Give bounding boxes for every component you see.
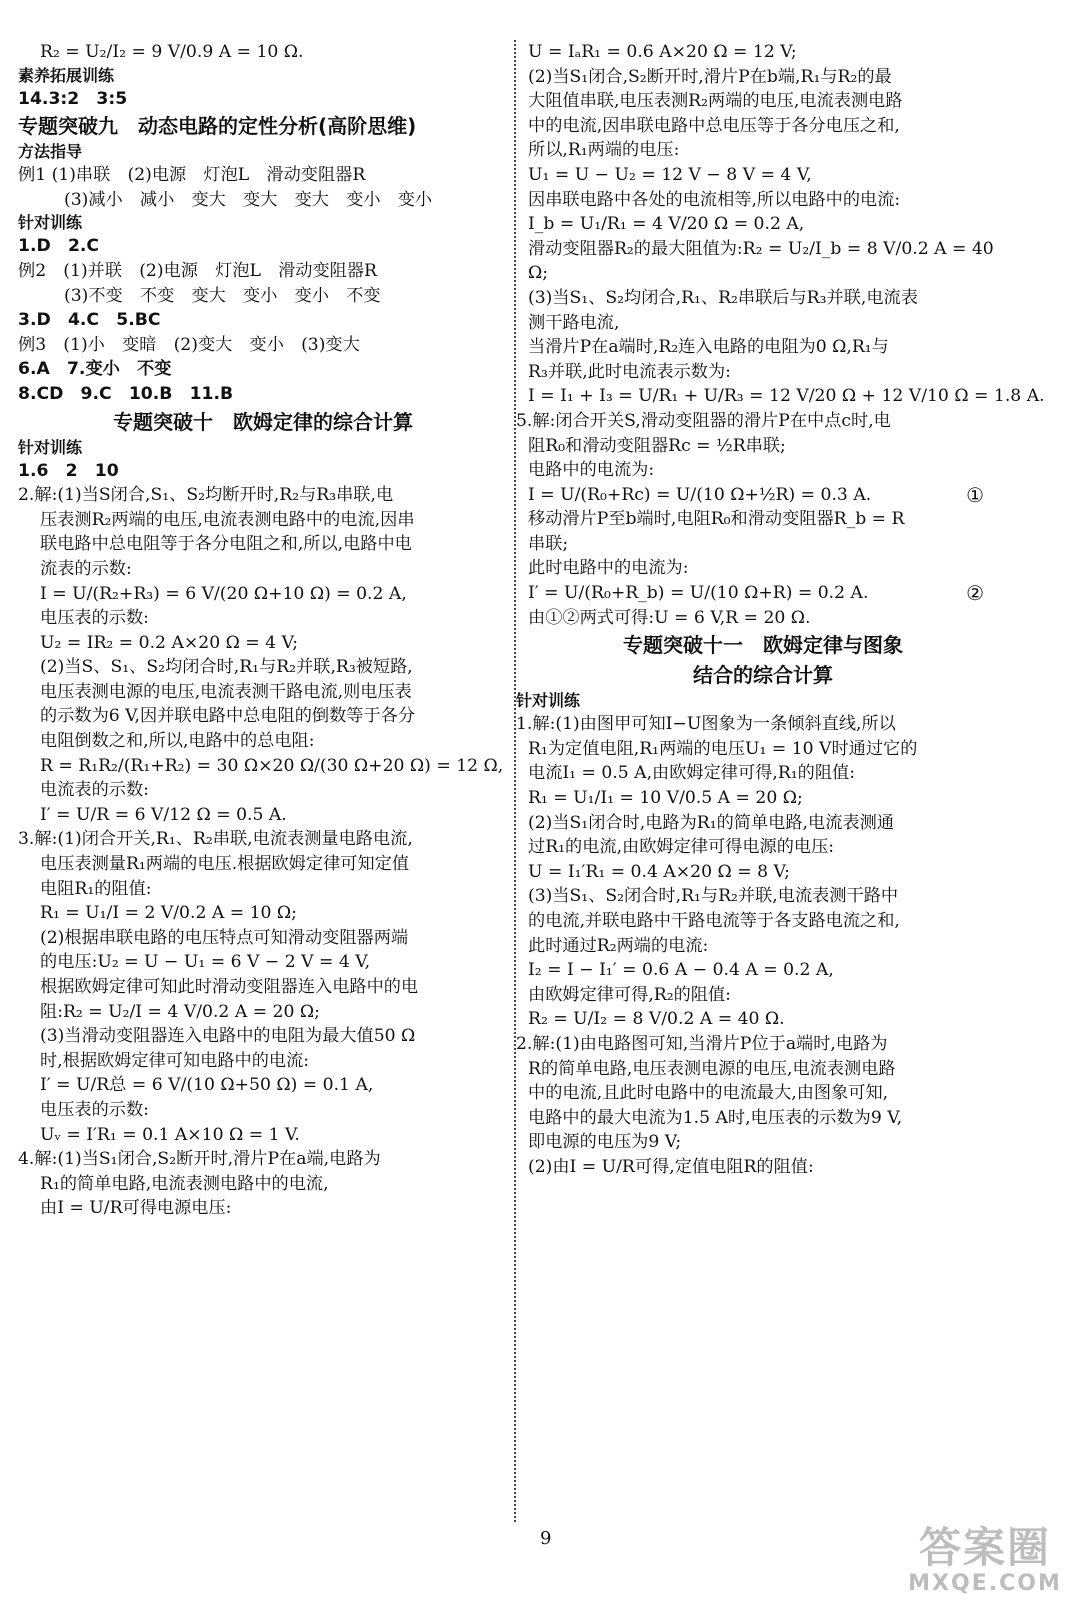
left-line bbox=[18, 680, 508, 705]
left-line bbox=[18, 284, 508, 309]
line-text: 压表测R₂两端的电压,电流表测电路中的电流,因串 bbox=[40, 509, 415, 530]
watermark-text: 答案圈 bbox=[918, 1523, 1051, 1572]
left-line bbox=[18, 234, 508, 259]
left-line bbox=[18, 163, 508, 188]
line-text: 中的电流,且此时电路中的电流最大,由图象可知, bbox=[528, 1083, 889, 1104]
right-line bbox=[516, 1032, 998, 1057]
line-text: (2)由I = U/R可得,定值电阻R的阻值: bbox=[528, 1156, 814, 1177]
line-text: 由欧姆定律可得,R₂的阻值: bbox=[528, 984, 731, 1005]
left-line bbox=[18, 87, 508, 112]
left-line bbox=[18, 357, 508, 382]
line-text: R₂ = U₂/I₂ = 9 V/0.9 A = 10 Ω. bbox=[40, 42, 304, 62]
left-line bbox=[18, 827, 508, 852]
line-text: Ω; bbox=[528, 263, 549, 284]
left-line bbox=[18, 308, 508, 333]
line-text: 3.D 4.C 5.BC bbox=[18, 310, 161, 331]
left-line bbox=[18, 459, 508, 484]
left-line bbox=[18, 1049, 508, 1074]
right-line bbox=[528, 983, 998, 1008]
right-line bbox=[528, 65, 998, 90]
line-text: I′ = U/(R₀+R_b) = U/(10 Ω+R) = 0.2 A. bbox=[528, 583, 869, 604]
line-text: 流表的示数: bbox=[40, 558, 132, 579]
line-text: 电阻R₁的阻值: bbox=[40, 878, 152, 899]
line-text: R₁ = U₁/I₁ = 10 V/0.5 A = 20 Ω; bbox=[528, 788, 803, 809]
line-text: 电压表测电源的电压,电流表测干路电流,则电压表 bbox=[40, 681, 412, 702]
left-line bbox=[18, 437, 508, 459]
line-text: 中的电流,因串联电路中总电压等于各分电压之和, bbox=[528, 115, 900, 136]
left-line bbox=[18, 975, 508, 1000]
right-line bbox=[528, 384, 1045, 409]
right-line bbox=[528, 1155, 998, 1180]
left-line bbox=[18, 877, 508, 902]
right-line bbox=[528, 835, 998, 860]
right-line bbox=[528, 660, 998, 690]
right-line bbox=[516, 712, 998, 737]
left-line bbox=[18, 852, 508, 877]
left-line bbox=[18, 65, 508, 87]
line-text: 电路中的最大电流为1.5 A时,电压表的示数为9 V, bbox=[528, 1107, 903, 1128]
line-text: U₁ = U − U₂ = 12 V − 8 V = 4 V, bbox=[528, 164, 812, 185]
left-line bbox=[18, 754, 508, 779]
left-line bbox=[18, 557, 508, 582]
right-line bbox=[528, 114, 998, 139]
equation-number: ① bbox=[966, 482, 984, 507]
line-text: 大阻值串联,电压表测R₂两端的电压,电流表测电路 bbox=[528, 91, 903, 112]
line-text: 专题突破十一 欧姆定律与图象 bbox=[623, 633, 903, 658]
left-line bbox=[18, 483, 508, 508]
left-line bbox=[18, 1196, 508, 1221]
line-text: 3.解:(1)闭合开关,R₁、R₂串联,电流表测量电路电流, bbox=[18, 829, 413, 850]
line-text: 时,根据欧姆定律可知电路中的电流: bbox=[40, 1050, 310, 1071]
left-line bbox=[18, 259, 508, 284]
right-line bbox=[528, 237, 998, 262]
right-line bbox=[528, 556, 998, 581]
right-line bbox=[528, 483, 998, 508]
left-line bbox=[18, 1073, 508, 1098]
right-line bbox=[516, 409, 998, 434]
right-line bbox=[528, 884, 998, 909]
right-line bbox=[528, 163, 998, 188]
line-text: (2)当S₁闭合,S₂断开时,滑片P在b端,R₁与R₂的最 bbox=[528, 66, 892, 87]
left-line bbox=[18, 382, 508, 407]
line-text: 专题突破九 动态电路的定性分析(高阶思维) bbox=[18, 114, 417, 139]
line-text: I = I₁ + I₃ = U/R₁ + U/R₃ = 12 V/20 Ω + 12 V/10 Ω = 1.8 A. bbox=[528, 386, 1045, 407]
right-line bbox=[528, 311, 998, 336]
left-line bbox=[18, 212, 508, 234]
watermark-logo bbox=[900, 1524, 1070, 1596]
line-text: 的示数为6 V,因并联电路中总电阻的倒数等于各分 bbox=[40, 706, 416, 727]
line-text: (3)当滑动变阻器连入电路中的电阻为最大值50 Ω bbox=[40, 1026, 416, 1047]
right-line bbox=[528, 786, 998, 811]
line-text: R₂ = U/I₂ = 8 V/0.2 A = 40 Ω. bbox=[528, 1009, 785, 1030]
line-text: 2.解:(1)当S闭合,S₁、S₂均断开时,R₂与R₃串联,电 bbox=[18, 485, 394, 506]
line-text: I = U/(R₀+Rc) = U/(10 Ω+½R) = 0.3 A. bbox=[528, 484, 872, 505]
line-text: I₂ = I − I₁′ = 0.6 A − 0.4 A = 0.2 A, bbox=[528, 960, 834, 981]
line-text: I′ = U/R = 6 V/12 Ω = 0.5 A. bbox=[40, 804, 287, 825]
line-text: (3)当S₁、S₂均闭合,R₁、R₂串联后与R₃并联,电流表 bbox=[528, 287, 918, 308]
right-line bbox=[528, 138, 998, 163]
line-text: 的电压:U₂ = U − U₁ = 6 V − 2 V = 4 V, bbox=[40, 952, 371, 973]
line-text: R₁为定值电阻,R₁两端的电压U₁ = 10 V时通过它的 bbox=[528, 738, 918, 759]
line-text: 阻R₀和滑动变阻器Rc = ½R串联; bbox=[528, 435, 786, 456]
left-line bbox=[18, 532, 508, 557]
left-line bbox=[18, 803, 508, 828]
line-text: 此时通过R₂两端的电流: bbox=[528, 935, 709, 956]
left-line bbox=[18, 631, 508, 656]
line-text: 过R₁的电流,由欧姆定律可得电源的电压: bbox=[528, 837, 835, 858]
line-text: 测干路电流, bbox=[528, 312, 620, 333]
left-line bbox=[18, 704, 508, 729]
right-line bbox=[528, 761, 998, 786]
line-text: 滑动变阻器R₂的最大阻值为:R₂ = U₂/I_b = 8 V/0.2 A = 40 bbox=[528, 238, 994, 259]
line-text: U = I₁′R₁ = 0.4 A×20 Ω = 8 V; bbox=[528, 861, 790, 882]
right-line bbox=[528, 212, 998, 237]
right-line bbox=[528, 360, 998, 385]
column-divider bbox=[514, 40, 516, 1522]
left-line bbox=[18, 901, 508, 926]
line-text: 移动滑片P至b端时,电阻R₀和滑动变阻器R_b = R bbox=[528, 509, 905, 530]
line-text: 6.A 7.变小 不变 bbox=[18, 359, 172, 380]
line-text: 电流I₁ = 0.5 A,由欧姆定律可得,R₁的阻值: bbox=[528, 763, 856, 784]
line-text: 的电流,并联电路中干路电流等于各支路电流之和, bbox=[528, 911, 900, 931]
left-line bbox=[18, 1172, 508, 1197]
right-line bbox=[528, 434, 998, 459]
right-line bbox=[528, 458, 998, 483]
right-line bbox=[528, 630, 998, 660]
right-line bbox=[528, 507, 998, 532]
right-line bbox=[528, 89, 998, 114]
right-line bbox=[528, 1007, 998, 1032]
line-text: 电压表的示数: bbox=[40, 1099, 149, 1120]
left-line bbox=[18, 606, 508, 631]
line-text: (2)当S、S₁、S₂均闭合时,R₁与R₂并联,R₃被短路, bbox=[40, 657, 413, 678]
line-text: R的简单电路,电压表测电源的电压,电流表测电路 bbox=[528, 1058, 896, 1079]
line-text: R₁ = U₁/I = 2 V/0.2 A = 10 Ω; bbox=[40, 903, 297, 924]
line-text: 4.解:(1)当S₁闭合,S₂断开时,滑片P在a端,电路为 bbox=[18, 1149, 381, 1170]
line-text: R₁的简单电路,电流表测电路中的电流, bbox=[40, 1173, 329, 1194]
right-line bbox=[528, 934, 998, 959]
line-text: 电压表测量R₁两端的电压.根据欧姆定律可知定值 bbox=[40, 854, 410, 875]
line-text: 当滑片P在a端时,R₂连入电路的电阻为0 Ω,R₁与 bbox=[528, 337, 889, 358]
line-text: I′ = U/R总 = 6 V/(10 Ω+50 Ω) = 0.1 A, bbox=[40, 1075, 374, 1096]
line-text: 素养拓展训练 bbox=[18, 65, 115, 85]
line-text: 8.CD 9.C 10.B 11.B bbox=[18, 383, 234, 404]
line-text: 因串联电路中各处的电流相等,所以电路中的电流: bbox=[528, 189, 901, 210]
left-line bbox=[18, 1147, 508, 1172]
right-line bbox=[528, 188, 998, 213]
line-text: 此时电路中的电流为: bbox=[528, 558, 689, 579]
line-text: 14.3:2 3:5 bbox=[18, 88, 128, 109]
right-line bbox=[528, 909, 998, 934]
line-text: R = R₁R₂/(R₁+R₂) = 30 Ω×20 Ω/(30 Ω+20 Ω) = 12 Ω, bbox=[40, 755, 504, 776]
line-text: 专题突破十 欧姆定律的综合计算 bbox=[113, 409, 413, 434]
right-line bbox=[528, 532, 998, 557]
line-text: 针对训练 bbox=[18, 437, 83, 457]
left-line bbox=[18, 655, 508, 680]
line-text: (2)根据串联电路的电压特点可知滑动变阻器两端 bbox=[40, 927, 409, 948]
left-column bbox=[18, 40, 508, 1221]
line-text: 例3 (1)小 变暗 (2)变大 变小 (3)变大 bbox=[18, 334, 360, 355]
right-line bbox=[528, 581, 998, 606]
left-line bbox=[18, 40, 508, 65]
right-line bbox=[528, 737, 998, 762]
line-text: 根据欧姆定律可知此时滑动变阻器连入电路中的电 bbox=[40, 977, 419, 997]
line-text: 联电路中总电阻等于各分电阻之和,所以,电路中电 bbox=[40, 534, 412, 555]
right-line bbox=[528, 1081, 998, 1106]
left-line bbox=[18, 111, 508, 141]
line-text: 5.解:闭合开关S,滑动变阻器的滑片P在中点c时,电 bbox=[516, 410, 891, 431]
left-line bbox=[18, 1123, 508, 1148]
line-text: 电阻倒数之和,所以,电路中的总电阻: bbox=[40, 731, 315, 752]
left-line bbox=[18, 407, 508, 437]
line-text: 阻:R₂ = U₂/I = 4 V/0.2 A = 20 Ω; bbox=[40, 1001, 320, 1022]
line-text: 结合的综合计算 bbox=[693, 663, 833, 688]
line-text: 由①②两式可得:U = 6 V,R = 20 Ω. bbox=[528, 607, 811, 628]
right-line bbox=[528, 335, 998, 360]
page-number: 9 bbox=[540, 1528, 552, 1549]
line-text: 例1 (1)串联 (2)电源 灯泡L 滑动变阻器R bbox=[18, 165, 366, 186]
line-text: 由I = U/R可得电源电压: bbox=[40, 1198, 232, 1219]
right-line bbox=[528, 606, 998, 631]
line-text: 1.D 2.C bbox=[18, 236, 100, 257]
watermark-url: MXQE.COM bbox=[908, 1571, 1062, 1596]
right-line bbox=[528, 1106, 998, 1131]
right-line bbox=[528, 860, 998, 885]
line-text: 所以,R₁两端的电压: bbox=[528, 140, 680, 161]
line-text: R₃并联,此时电流表示数为: bbox=[528, 361, 731, 382]
right-column bbox=[516, 40, 1045, 1180]
left-line bbox=[18, 582, 508, 607]
left-line bbox=[18, 1098, 508, 1123]
left-line bbox=[18, 950, 508, 975]
line-text: 针对训练 bbox=[516, 691, 581, 711]
line-text: (3)减小 减小 变大 变大 变大 变小 变小 bbox=[64, 189, 433, 210]
line-text: 电流表的示数: bbox=[40, 780, 149, 801]
line-text: 方法指导 bbox=[18, 142, 83, 162]
right-line bbox=[528, 1057, 998, 1082]
right-line bbox=[516, 690, 998, 712]
line-text: U = IₐR₁ = 0.6 A×20 Ω = 12 V; bbox=[528, 42, 797, 62]
line-text: Uᵥ = I′R₁ = 0.1 A×10 Ω = 1 V. bbox=[40, 1124, 300, 1145]
right-line bbox=[528, 811, 998, 836]
left-line bbox=[18, 1024, 508, 1049]
line-text: (2)当S₁闭合时,电路为R₁的简单电路,电流表测通 bbox=[528, 812, 894, 833]
line-text: 电路中的电流为: bbox=[528, 460, 655, 481]
line-text: I = U/(R₂+R₃) = 6 V/(20 Ω+10 Ω) = 0.2 A, bbox=[40, 583, 407, 604]
left-line bbox=[18, 729, 508, 754]
line-text: (3)当S₁、S₂闭合时,R₁与R₂并联,电流表测干路中 bbox=[528, 886, 899, 907]
right-line bbox=[528, 40, 998, 65]
line-text: 即电源的电压为9 V; bbox=[528, 1132, 682, 1153]
left-line bbox=[18, 188, 508, 213]
line-text: 例2 (1)并联 (2)电源 灯泡L 滑动变阻器R bbox=[18, 260, 377, 281]
left-line bbox=[18, 778, 508, 803]
right-line bbox=[528, 286, 998, 311]
equation-number: ② bbox=[966, 581, 984, 606]
line-text: (3)不变 不变 变大 变小 变小 不变 bbox=[64, 285, 381, 306]
line-text: 1.6 2 10 bbox=[18, 460, 119, 481]
line-text: 2.解:(1)由电路图可知,当滑片P位于a端时,电路为 bbox=[516, 1033, 888, 1054]
right-line bbox=[528, 1130, 998, 1155]
left-line bbox=[18, 926, 508, 951]
line-text: 串联; bbox=[528, 533, 569, 554]
line-text: U₂ = IR₂ = 0.2 A×20 Ω = 4 V; bbox=[40, 632, 299, 653]
left-line bbox=[18, 508, 508, 533]
right-line bbox=[528, 261, 998, 286]
line-text: 1.解:(1)由图甲可知I−U图象为一条倾斜直线,所以 bbox=[516, 714, 896, 735]
left-line bbox=[18, 333, 508, 358]
right-line bbox=[528, 958, 998, 983]
left-line bbox=[18, 1000, 508, 1025]
line-text: 电压表的示数: bbox=[40, 608, 149, 629]
line-text: 针对训练 bbox=[18, 213, 83, 233]
line-text: I_b = U₁/R₁ = 4 V/20 Ω = 0.2 A, bbox=[528, 214, 805, 235]
left-line bbox=[18, 141, 508, 163]
